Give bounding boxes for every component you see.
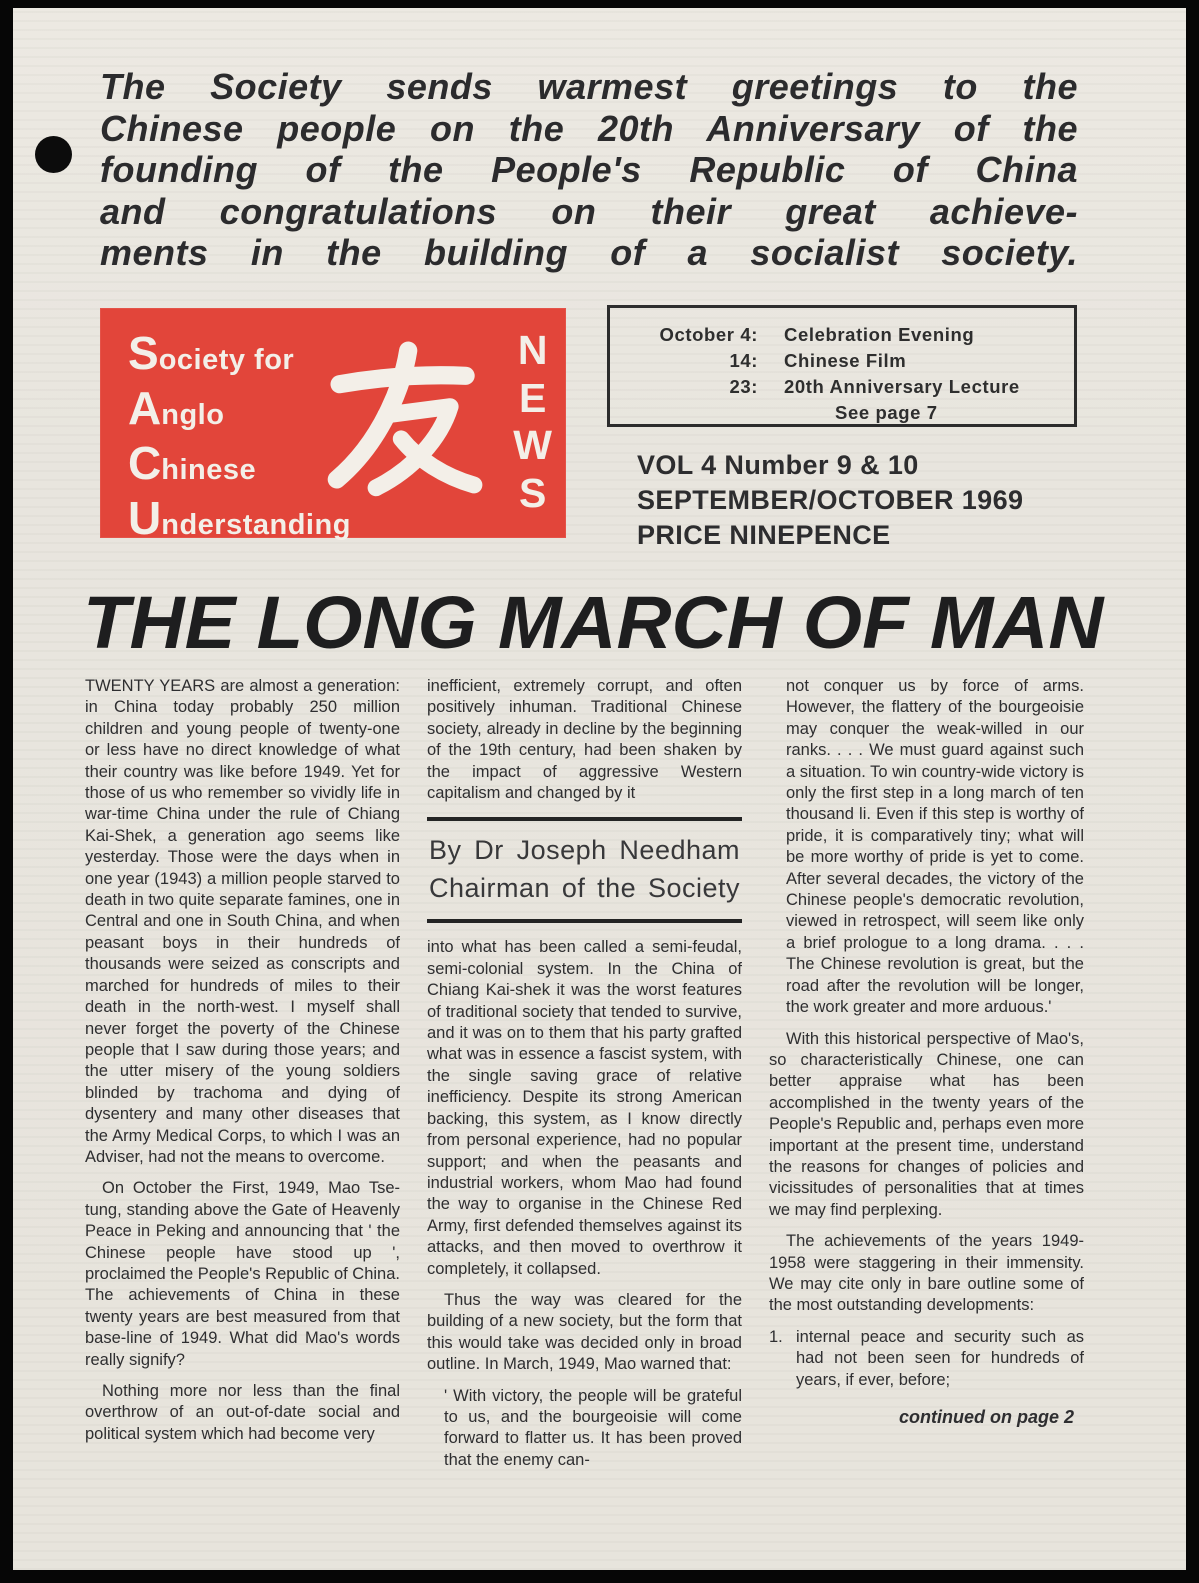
paragraph: With this historical perspective of Mao's, so characteristically Chinese, one can better appraise what has been accomplished in the twenty years of the People's Republic and, perhaps even more important at the present time, understand the reasons for changes of policies and vicissitudes of personalities that at times we may find perplexing. bbox=[769, 1029, 1085, 1219]
masthead-issue-info bbox=[637, 448, 1023, 553]
greeting-line: founding of the People's Republic of China bbox=[100, 149, 1078, 190]
article-column-2 bbox=[427, 676, 742, 1481]
news-wordmark: N E W S bbox=[513, 327, 552, 516]
issue-date: SEPTEMBER/OCTOBER 1969 bbox=[637, 485, 1024, 515]
events-list bbox=[630, 322, 1064, 400]
paper-sheet bbox=[13, 8, 1186, 1570]
event-label: Celebration Evening bbox=[784, 324, 975, 345]
greeting-line: The Society sends warmest greetings to the bbox=[100, 66, 1078, 107]
article-body bbox=[85, 676, 1085, 1481]
volume-number: VOL 4 Number 9 & 10 bbox=[637, 450, 919, 480]
mao-quote: ' With victory, the people will be grateful to us, and the bourgeoisie will come forward to flatter us. It has been proved that the enemy can- bbox=[444, 1386, 742, 1469]
society-name-line: Understanding bbox=[128, 492, 351, 544]
byline-box bbox=[427, 817, 742, 923]
list-number: 1. bbox=[769, 1327, 783, 1346]
article-headline: THE LONG MARCH OF MAN bbox=[83, 581, 1104, 664]
event-label: Chinese Film bbox=[784, 350, 907, 371]
event-date: 14: bbox=[729, 350, 758, 371]
article-column-1 bbox=[85, 676, 400, 1481]
paragraph: TWENTY YEARS are almost a generation: in China today probably 250 million children and young people of twenty-one or less have no direct knowledge of what their country was like before 1949. Yet for those of us who remember so vividly life in war-time China under the rule of Chiang Kai-Shek, a generation ago seems like yesterday. Those were the days when in one year (1943) a million people starved to death in two quite separate famines, one in Central and one in South China, and when peasant boys in their hundreds of thousands were seized as conscripts and marched for hundreds of miles to their death in the north-west. I myself shall never forget the poverty of the Chinese people that I saw during those years; and the utter misery of the young soldiers blinded by trachoma and dying of dysentery and many other diseases that the Army Medical Corps, to which I was an Adviser, had not the means to overcome. bbox=[85, 677, 400, 1166]
sacu-logo bbox=[100, 308, 566, 544]
greeting-line: and congratulations on their great achieve- bbox=[100, 190, 1078, 232]
event-label: 20th Anniversary Lecture bbox=[784, 376, 1020, 397]
paragraph: Nothing more nor less than the final overthrow of an out-of-date social and political system which had become very bbox=[85, 1382, 400, 1443]
byline-title: Chairman of the Society bbox=[429, 873, 740, 904]
price: PRICE NINEPENCE bbox=[637, 520, 891, 550]
mao-quote-continued: not conquer us by force of arms. However, the flattery of the bourgeoisie may conquer the weak-willed in our ranks. . . . We must guard against such a situation. To win country-wide victory is only the first step in a long march of ten thousand li. Even if this step is worthy of pride, it is comparatively tiny; what will be more worthy of pride is yet to come. After several decades, the victory of the Chinese people's democratic revolution, viewed in retrospect, will seem like only a brief prologue to a long drama. . . . The Chinese revolution is great, but the road after the revolution will be longer, the work greater and more arduous.' bbox=[786, 677, 1084, 1017]
byline-author: By Dr Joseph Needham bbox=[429, 835, 740, 866]
continued-on-page-note: continued on page 2 bbox=[898, 1407, 1074, 1427]
event-date: 23: bbox=[729, 376, 758, 397]
paragraph: into what has been called a semi-feudal, semi-colonial system. In the China of Chiang Kai-shek it was the worst features of traditional society that tended to survive, and it was on to them that his party grafted what was in essence a fascist system, with the single saving grace of relative inefficiency. Despite its strong American backing, this system, as I know directly from personal experience, had no popular support; and when the peasants and industrial workers, whom Mao had found the way to organise in the Chinese Red Army, first defended themselves against its attacks, and then moved to overthrow it completely, it collapsed. bbox=[427, 938, 742, 1278]
society-name-line: Anglo bbox=[128, 382, 225, 434]
upcoming-events-box bbox=[607, 305, 1077, 427]
hole-punch-mark bbox=[35, 136, 72, 173]
paragraph: inefficient, extremely corrupt, and often positively inhuman. Traditional Chinese society, already in decline by the beginning of the 19th century, had been shaken by the impact of aggressive Western capitalism and changed by it bbox=[427, 677, 742, 803]
society-name-line: Chinese bbox=[128, 437, 257, 489]
numbered-list-item bbox=[769, 1327, 1084, 1391]
event-date: October 4: bbox=[659, 324, 758, 345]
greeting-line: ments in the building of a socialist society. bbox=[100, 232, 1078, 273]
greeting-line: Chinese people on the 20th Anniversary of the bbox=[100, 107, 1078, 149]
friendship-character-icon bbox=[320, 338, 488, 506]
paragraph: On October the First, 1949, Mao Tse-tung, standing above the Gate of Heavenly Peace in Peking and announcing that ' the Chinese people have stood up ', proclaimed the People's Republic of China. The achievements of China in these twenty years are best measured from that base-line of 1949. What did Mao's words really signify? bbox=[85, 1179, 400, 1369]
article-column-3 bbox=[769, 676, 1084, 1481]
paragraph: Thus the way was cleared for the building of a new society, but the form that this would take was decided only in broad outline. In March, 1949, Mao warned that: bbox=[427, 1290, 742, 1374]
list-text: internal peace and security such as had not been seen for hundreds of years, if ever, before; bbox=[796, 1327, 1084, 1389]
society-name-line: Society for bbox=[128, 327, 295, 379]
paragraph: The achievements of the years 1949-1958 were staggering in their immensity. We may cite only in bare outline some of the most outstanding developments: bbox=[769, 1232, 1084, 1315]
society-name bbox=[128, 327, 351, 550]
anniversary-greeting bbox=[100, 66, 1078, 274]
see-page-reference: See page 7 bbox=[835, 402, 938, 423]
